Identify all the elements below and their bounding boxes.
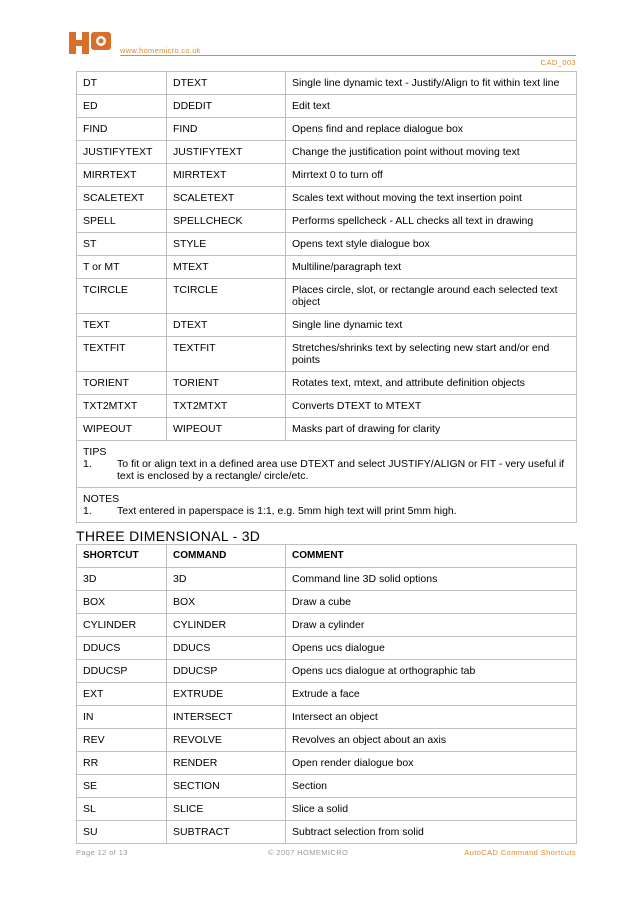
cell-shortcut: CYLINDER xyxy=(77,614,167,637)
table-row xyxy=(77,683,577,706)
table-row xyxy=(77,233,577,256)
table-row xyxy=(77,729,577,752)
page-number: Page 12 of 13 xyxy=(76,848,128,857)
cell-comment: Single line dynamic text xyxy=(286,314,577,337)
cell-shortcut: TEXTFIT xyxy=(77,337,167,372)
table-row xyxy=(77,256,577,279)
cell-comment: Opens text style dialogue box xyxy=(286,233,577,256)
table-row xyxy=(77,821,577,844)
table-row xyxy=(77,118,577,141)
cell-comment: Section xyxy=(286,775,577,798)
cell-comment: Mirrtext 0 to turn off xyxy=(286,164,577,187)
cell-shortcut: JUSTIFYTEXT xyxy=(77,141,167,164)
cell-command: TCIRCLE xyxy=(167,279,286,314)
cell-shortcut: IN xyxy=(77,706,167,729)
cell-shortcut: FIND xyxy=(77,118,167,141)
cell-command: RENDER xyxy=(167,752,286,775)
cell-comment: Scales text without moving the text insertion point xyxy=(286,187,577,210)
cell-command: TEXTFIT xyxy=(167,337,286,372)
cell-shortcut: DT xyxy=(77,72,167,95)
cell-shortcut: RR xyxy=(77,752,167,775)
notes-heading: NOTES xyxy=(83,493,120,505)
doc-id: CAD_003 xyxy=(540,58,576,67)
cell-command: WIPEOUT xyxy=(167,418,286,441)
cell-comment: Subtract selection from solid xyxy=(286,821,577,844)
cell-command: REVOLVE xyxy=(167,729,286,752)
table-row xyxy=(77,775,577,798)
cell-comment: Draw a cylinder xyxy=(286,614,577,637)
cell-command: SLICE xyxy=(167,798,286,821)
cell-comment: Revolves an object about an axis xyxy=(286,729,577,752)
notes-number: 1. xyxy=(83,505,92,517)
cell-comment: Performs spellcheck - ALL checks all text in drawing xyxy=(286,210,577,233)
cell-comment: Places circle, slot, or rectangle around each selected text object xyxy=(286,279,577,314)
notes-row xyxy=(77,488,577,523)
cell-shortcut: TORIENT xyxy=(77,372,167,395)
cell-comment: Extrude a face xyxy=(286,683,577,706)
tips-text: To fit or align text in a defined area use DTEXT and select JUSTIFY/ALIGN or FIT - very useful if text is enclosed by a rectangle/ circle/etc. xyxy=(117,458,565,482)
cell-command: SCALETEXT xyxy=(167,187,286,210)
cell-shortcut: T or MT xyxy=(77,256,167,279)
cell-shortcut: REV xyxy=(77,729,167,752)
table-row xyxy=(77,164,577,187)
notes-text: Text entered in paperspace is 1:1, e.g. 5mm high text will print 5mm high. xyxy=(117,505,457,517)
tips-cell xyxy=(77,441,577,488)
cell-shortcut: SU xyxy=(77,821,167,844)
cell-command: MIRRTEXT xyxy=(167,164,286,187)
copyright: © 2007 HOMEMICRO xyxy=(268,848,349,857)
table-row xyxy=(77,395,577,418)
header-shortcut: SHORTCUT xyxy=(77,545,167,568)
cell-command: EXTRUDE xyxy=(167,683,286,706)
page-header xyxy=(0,0,638,70)
header-comment: COMMENT xyxy=(286,545,577,568)
table-row xyxy=(77,706,577,729)
doc-title: AutoCAD Command Shortcuts xyxy=(464,848,576,857)
cell-shortcut: EXT xyxy=(77,683,167,706)
table-row xyxy=(77,614,577,637)
cell-comment: Rotates text, mtext, and attribute definition objects xyxy=(286,372,577,395)
cell-command: SECTION xyxy=(167,775,286,798)
cell-comment: Command line 3D solid options xyxy=(286,568,577,591)
cell-shortcut: DDUCSP xyxy=(77,660,167,683)
cell-command: DTEXT xyxy=(167,314,286,337)
cell-comment: Single line dynamic text - Justify/Align to fit within text line xyxy=(286,72,577,95)
cell-command: TXT2MTXT xyxy=(167,395,286,418)
table-row xyxy=(77,337,577,372)
cell-comment: Converts DTEXT to MTEXT xyxy=(286,395,577,418)
cell-comment: Opens ucs dialogue xyxy=(286,637,577,660)
cell-comment: Edit text xyxy=(286,95,577,118)
tips-row xyxy=(77,441,577,488)
cell-command: DDUCSP xyxy=(167,660,286,683)
cell-shortcut: DDUCS xyxy=(77,637,167,660)
cell-command: SUBTRACT xyxy=(167,821,286,844)
cell-shortcut: BOX xyxy=(77,591,167,614)
cell-command: CYLINDER xyxy=(167,614,286,637)
cell-shortcut: ED xyxy=(77,95,167,118)
cell-comment: Stretches/shrinks text by selecting new start and/or end points xyxy=(286,337,577,372)
cell-command: SPELLCHECK xyxy=(167,210,286,233)
table-row xyxy=(77,418,577,441)
cell-shortcut: 3D xyxy=(77,568,167,591)
table-row xyxy=(77,279,577,314)
cell-shortcut: ST xyxy=(77,233,167,256)
cell-command: TORIENT xyxy=(167,372,286,395)
site-url: www.homemicro.co.uk xyxy=(120,46,201,55)
cell-command: JUSTIFYTEXT xyxy=(167,141,286,164)
cell-comment: Opens ucs dialogue at orthographic tab xyxy=(286,660,577,683)
header-rule xyxy=(120,55,576,56)
cell-command: STYLE xyxy=(167,233,286,256)
cell-command: 3D xyxy=(167,568,286,591)
cell-comment: Masks part of drawing for clarity xyxy=(286,418,577,441)
cell-command: BOX xyxy=(167,591,286,614)
header-command: COMMAND xyxy=(167,545,286,568)
cell-shortcut: TEXT xyxy=(77,314,167,337)
cell-shortcut: MIRRTEXT xyxy=(77,164,167,187)
3d-commands-table xyxy=(76,544,577,844)
tips-heading: TIPS xyxy=(83,446,107,458)
cell-command: INTERSECT xyxy=(167,706,286,729)
cell-comment: Intersect an object xyxy=(286,706,577,729)
table-row xyxy=(77,210,577,233)
cell-command: DTEXT xyxy=(167,72,286,95)
cell-comment: Draw a cube xyxy=(286,591,577,614)
table-row xyxy=(77,95,577,118)
table-row xyxy=(77,798,577,821)
table-row xyxy=(77,187,577,210)
cell-comment: Opens find and replace dialogue box xyxy=(286,118,577,141)
cell-comment: Slice a solid xyxy=(286,798,577,821)
table-row xyxy=(77,591,577,614)
cell-shortcut: WIPEOUT xyxy=(77,418,167,441)
cell-comment: Change the justification point without moving text xyxy=(286,141,577,164)
cell-comment: Multiline/paragraph text xyxy=(286,256,577,279)
table-header-row xyxy=(77,545,577,568)
text-commands-table xyxy=(76,71,577,523)
table-row xyxy=(77,637,577,660)
cell-shortcut: SE xyxy=(77,775,167,798)
cell-comment: Open render dialogue box xyxy=(286,752,577,775)
cell-shortcut: SPELL xyxy=(77,210,167,233)
cell-command: DDEDIT xyxy=(167,95,286,118)
cell-shortcut: TXT2MTXT xyxy=(77,395,167,418)
table-row xyxy=(77,141,577,164)
notes-cell xyxy=(77,488,577,523)
cell-command: FIND xyxy=(167,118,286,141)
section-title-3d: THREE DIMENSIONAL - 3D xyxy=(76,528,261,544)
table-row xyxy=(77,72,577,95)
table-row xyxy=(77,660,577,683)
cell-shortcut: TCIRCLE xyxy=(77,279,167,314)
cell-command: DDUCS xyxy=(167,637,286,660)
tips-number: 1. xyxy=(83,458,92,470)
table-row xyxy=(77,752,577,775)
cell-command: MTEXT xyxy=(167,256,286,279)
homemicro-logo xyxy=(69,30,113,56)
table-row xyxy=(77,568,577,591)
cell-shortcut: SCALETEXT xyxy=(77,187,167,210)
table-row xyxy=(77,314,577,337)
cell-shortcut: SL xyxy=(77,798,167,821)
table-row xyxy=(77,372,577,395)
